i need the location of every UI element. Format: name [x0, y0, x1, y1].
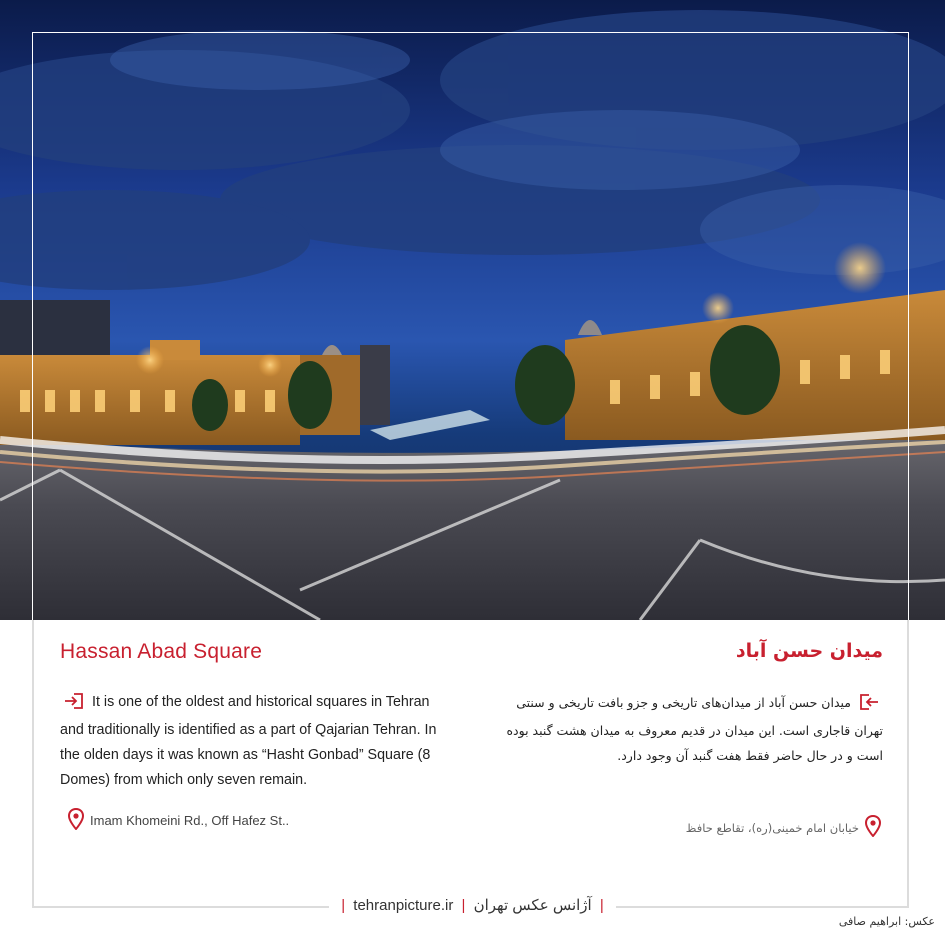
- description-english-text: It is one of the oldest and historical squares in Tehran and traditionally is identified as a part of Qajarian Tehran. In the olden days it was known as “Hasht Gonbad” Square (8 Domes) from which only seven remain.: [60, 694, 437, 788]
- title-english: Hassan Abad Square: [60, 640, 263, 663]
- address-persian-text: خیابان امام خمینی(ره)، تقاطع حافظ: [685, 820, 859, 835]
- footer-separator: |: [461, 897, 466, 914]
- footer-agency: آژانس عکس تهران: [473, 897, 592, 914]
- arrow-enter-icon: [859, 693, 879, 718]
- location-pin-icon: [865, 815, 881, 840]
- address-persian: [686, 815, 887, 840]
- description-persian-text: میدان حسن آباد از میدان‌های تاریخی و جزو بافت تاریخی و سنتی تهران قاجاری است. این میدان در قدیم معروف به میدان هشت گنبد بوده است و در حال حاضر فقط هفت گنبد آن وجود دارد.: [506, 695, 883, 763]
- title-persian: میدان حسن آباد: [735, 640, 883, 662]
- footer-separator: |: [599, 897, 604, 914]
- location-pin-icon: [68, 808, 84, 833]
- arrow-enter-icon: [64, 693, 84, 718]
- address-english: [62, 808, 289, 833]
- photo-credit: عکس: ابراهیم صافی: [838, 915, 935, 928]
- footer-separator: |: [341, 897, 346, 914]
- footer-content: [329, 896, 616, 914]
- footer-website[interactable]: tehranpicture.ir: [353, 897, 454, 914]
- description-english: [60, 690, 445, 793]
- footer: [0, 896, 945, 914]
- address-english-text: Imam Khomeini Rd., Off Hafez St..: [90, 813, 290, 828]
- description-persian: [503, 690, 883, 768]
